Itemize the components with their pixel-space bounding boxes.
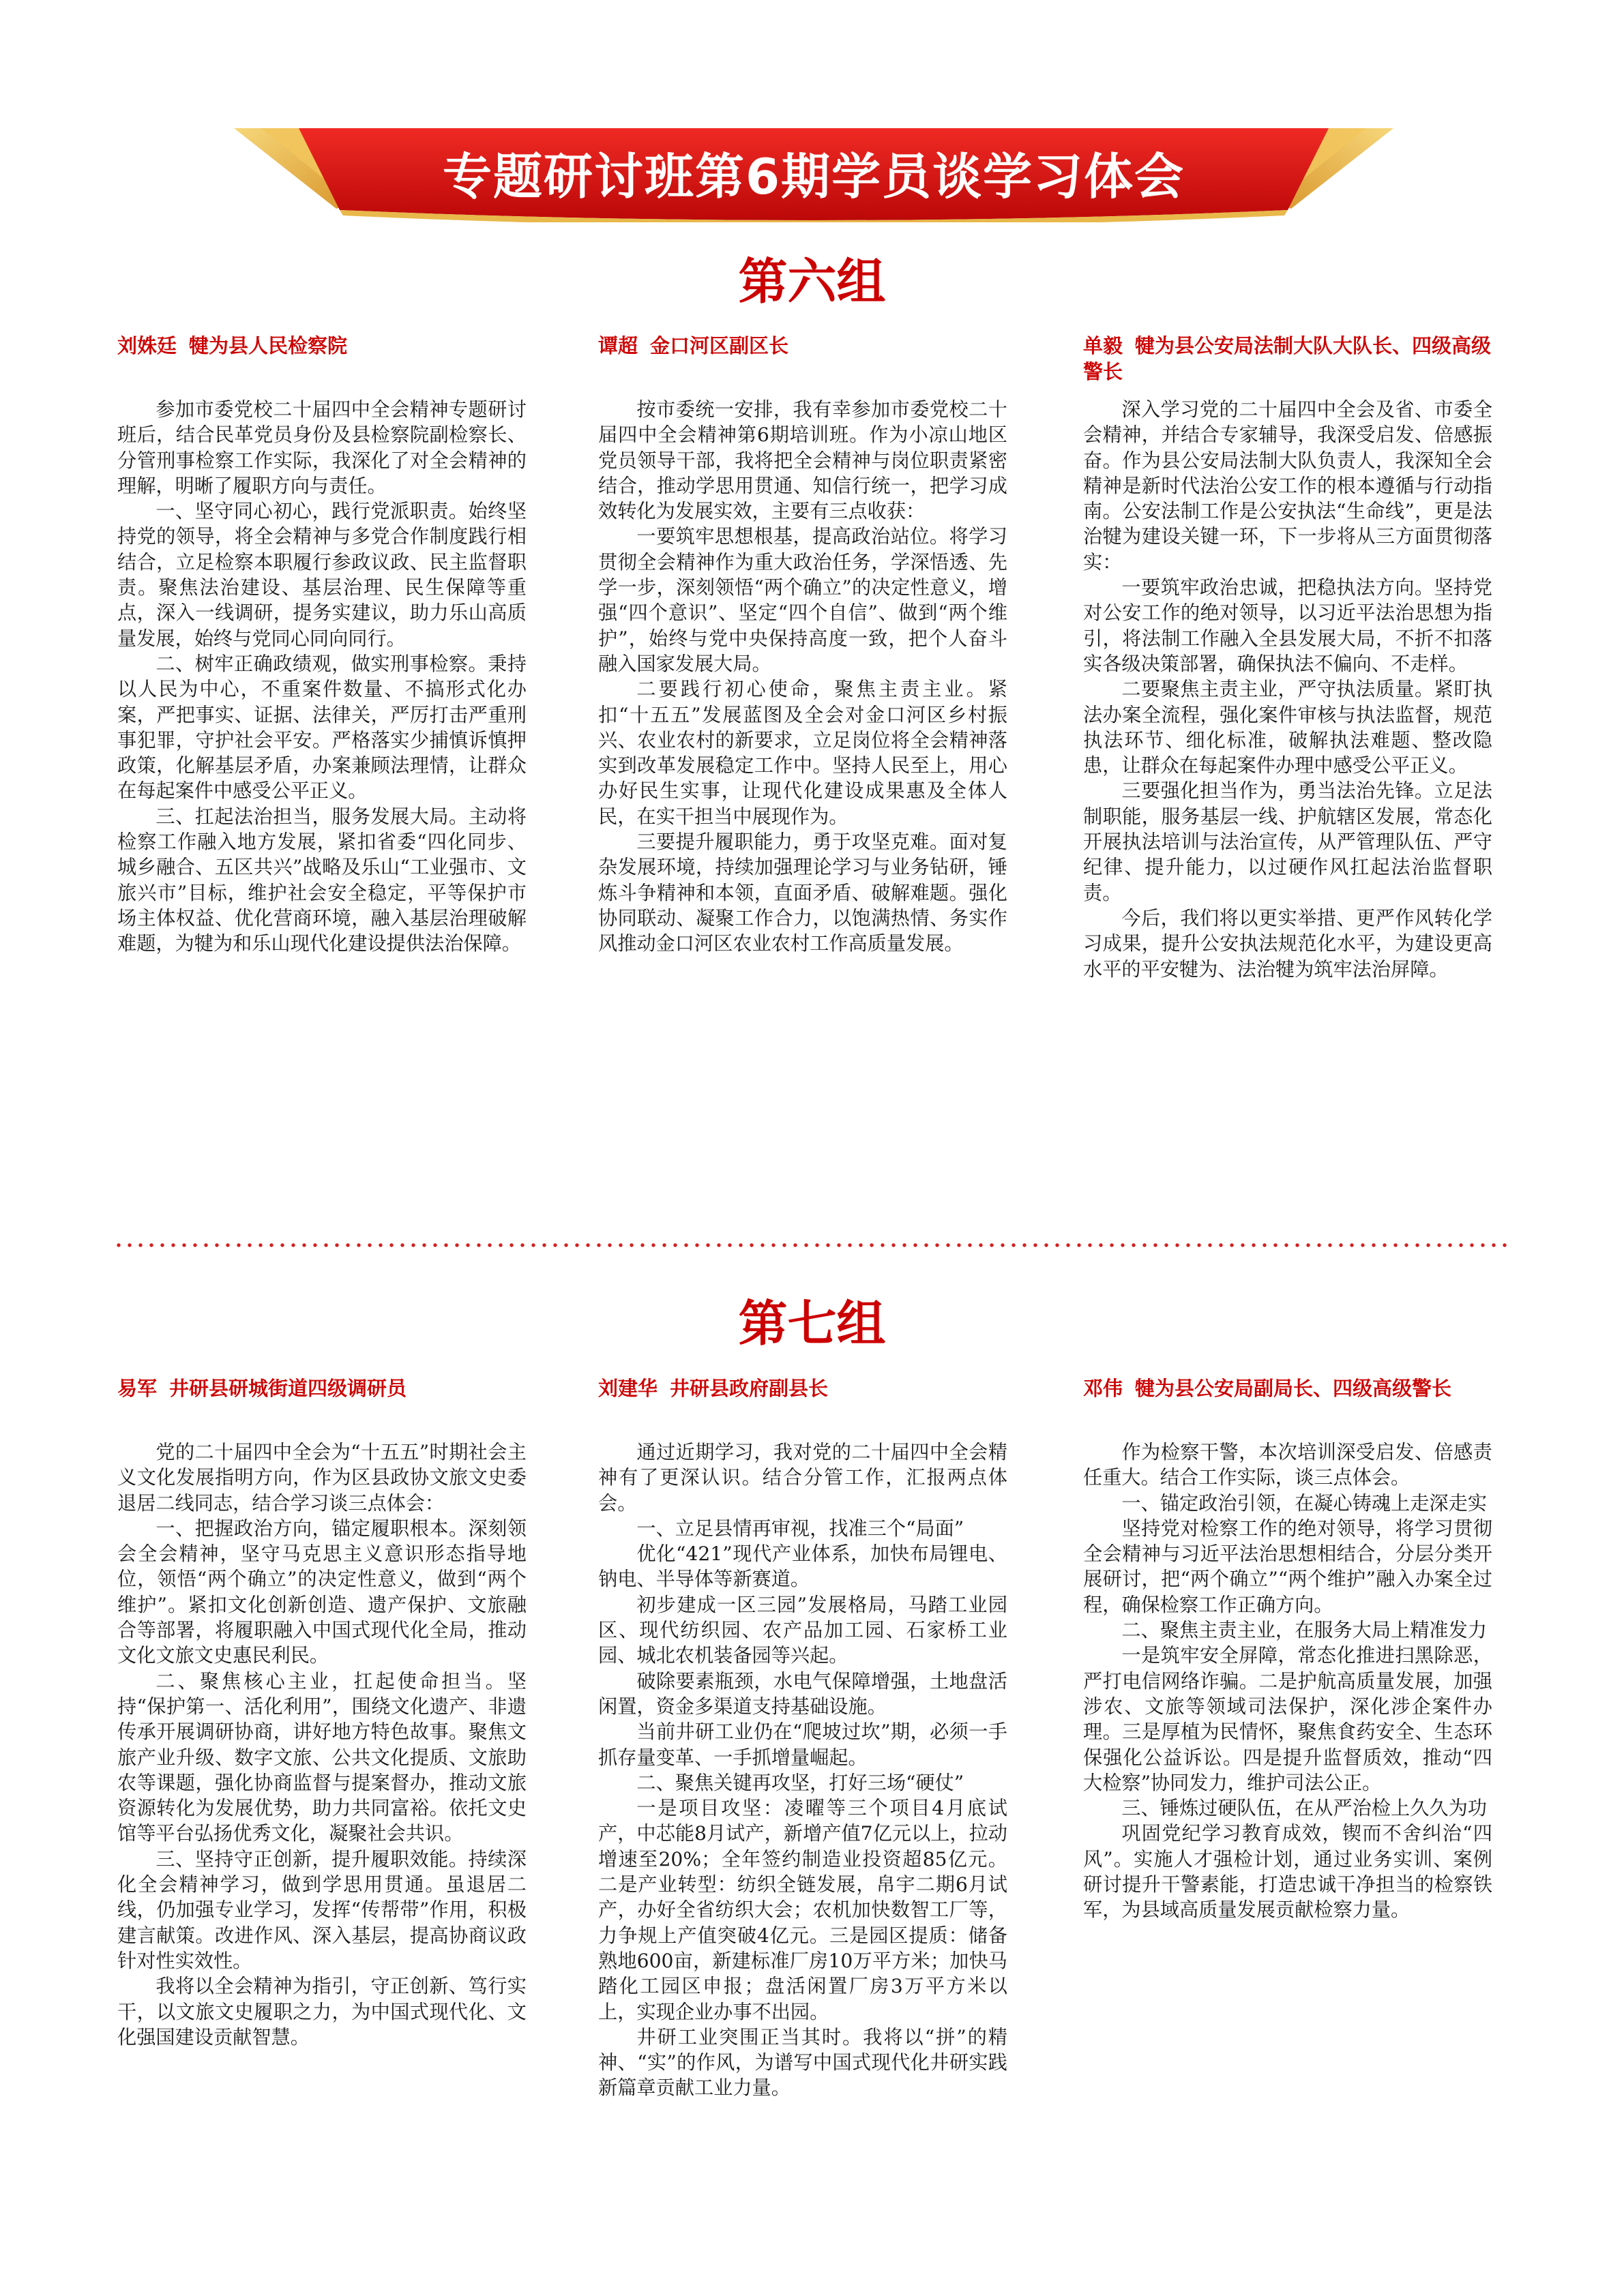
author-name: 刘建华 — [598, 1377, 658, 1400]
paragraph: 作为检察干警，本次培训深受启发、倍感责任重大。结合工作实际，谈三点体会。 — [1083, 1441, 1492, 1489]
paragraph: 破除要素瓶颈，水电气保障增强，土地盘活闲置，资金多渠道支持基础设施。 — [598, 1669, 1007, 1718]
paragraph: 一是项目攻坚：凌曜等三个项目4月底试产，中芯能8月试产，新增产值7亿元以上，拉动增速至20%；全年签约制造业投资超85亿元。二是产业转型：纺织全链发展，帛宇二期6月试产，办好全省纺织大会；农机加快数智工厂等，力争规上产值突破4亿元。三是园区提质：储备熟地600亩，新建标准厂房10万平方米；加快马踏化工园区申报；盘活闲置厂房3万平方米以上，实现企业办事不出园。 — [598, 1797, 1007, 2023]
author-name: 邓伟 — [1083, 1377, 1123, 1400]
author-name: 谭超 — [598, 334, 638, 357]
banner-title: 专题研讨班第6期学员谈学习体会 — [442, 148, 1185, 205]
article-column — [598, 333, 1007, 957]
paragraph: 一、锚定政治引领，在凝心铸魂上走深走实 — [1121, 1491, 1487, 1515]
paragraph: 二、聚焦核心主业，扛起使命担当。坚持“保护第一、活化利用”，围绕文化遗产、非遗传承开展调研协商，讲好地方特色故事。聚焦文旅产业升级、数字文旅、公共文化提质、文旅助农等课题，强化协商监督与提案督办，推动文旅资源转化为发展优势，助力共同富裕。依托文史馆等平台弘扬优秀文化，凝聚社会共识。 — [117, 1669, 527, 1845]
paragraph: 按市委统一安排，我有幸参加市委党校二十届四中全会精神第6期培训班。作为小凉山地区党员领导干部，我将把全会精神与岗位职责紧密结合，推动学思用贯通、知信行统一，把学习成效转化为发展实效，主要有三点收获： — [598, 398, 1007, 523]
paragraph: 二、聚焦关键再攻坚，打好三场“硬仗” — [636, 1771, 964, 1794]
author-byline — [598, 1375, 1007, 1401]
author-byline — [598, 333, 1007, 359]
author-title: 犍为县人民检察院 — [189, 334, 348, 357]
paragraph: 优化“421”现代产业体系，加快布局锂电、钠电、半导体等新赛道。 — [598, 1542, 1007, 1591]
article-body — [117, 397, 527, 957]
paragraph: 一要筑牢政治忠诚，把稳执法方向。坚持党对公安工作的绝对领导，以习近平法治思想为指引，将法制工作融入全县发展大局，不折不扣落实各级决策部署，确保执法不偏向、不走样。 — [1083, 576, 1492, 675]
paragraph: 三、扛起法治担当，服务发展大局。主动将检察工作融入地方发展，紧扣省委“四化同步、城乡融合、五区共兴”战略及乐山“工业强市、文旅兴市”目标，维护社会安全稳定，平等保护市场主体权益、优化营商环境，融入基层治理破解难题，为犍为和乐山现代化建设提供法治保障。 — [117, 805, 527, 955]
section-divider — [113, 1243, 1511, 1247]
paragraph: 当前井研工业仍在“爬坡过坎”期，必须一手抓存量变革、一手抓增量崛起。 — [598, 1720, 1007, 1769]
article-body — [1083, 1440, 1492, 1923]
paragraph: 我将以全会精神为指引，守正创新、笃行实干，以文旅文史履职之力，为中国式现代化、文化强国建设贡献智慧。 — [117, 1975, 527, 2048]
author-name: 易军 — [117, 1377, 158, 1400]
paragraph: 井研工业突围正当其时。我将以“拼”的精神、“实”的作风，为谱写中国式现代化井研实践新篇章贡献工业力量。 — [598, 2025, 1007, 2100]
paragraph: 三要强化担当作为，勇当法治先锋。立足法制职能，服务基层一线、护航辖区发展，常态化开展执法培训与法治宣传，从严管理队伍、严守纪律、提升能力，以过硬作风扛起法治监督职责。 — [1083, 779, 1492, 904]
author-title: 犍为县公安局法制大队大队长、四级高级警长 — [1083, 334, 1492, 383]
paragraph: 一要筑牢思想根基，提高政治站位。将学习贯彻全会精神作为重大政治任务，学深悟透、先学一步，深刻领悟“两个确立”的决定性意义，增强“四个意识”、坚定“四个自信”、做到“两个维护”，始终与党中央保持高度一致，把个人奋斗融入国家发展大局。 — [598, 525, 1007, 675]
article-body — [1083, 397, 1492, 982]
article-column — [1083, 1375, 1492, 1923]
article-column — [1083, 333, 1492, 982]
paragraph: 三要提升履职能力，勇于攻坚克难。面对复杂发展环境，持续加强理论学习与业务钻研，锤炼斗争精神和本领，直面矛盾、破解难题。强化协同联动、凝聚工作合力，以饱满热情、务实作风推动金口河区农业农村工作高质量发展。 — [598, 831, 1007, 955]
article-body — [117, 1440, 527, 2050]
group-heading-six: 第六组 — [738, 252, 886, 310]
paragraph: 三、坚持守正创新，提升履职效能。持续深化全会精神学习，做到学思用贯通。虽退居二线，仍加强专业学习，发挥“传帮带”作用，积极建言献策。改进作风、深入基层，提高协商议政针对性实效性。 — [117, 1847, 527, 1972]
group-heading-seven: 第七组 — [738, 1294, 886, 1352]
paragraph: 一、立足县情再审视，找准三个“局面” — [636, 1517, 964, 1540]
paragraph: 二、树牢正确政绩观，做实刑事检察。秉持以人民为中心，不重案件数量、不搞形式化办案，严把事实、证据、法律关，严厉打击严重刑事犯罪，守护社会平安。严格落实少捕慎诉慎押政策，化解基层矛盾，办案兼顾法理情，让群众在每起案件中感受公平正义。 — [117, 652, 527, 803]
paragraph: 一、把握政治方向，锚定履职根本。深刻领会全会精神，坚守马克思主义意识形态指导地位，领悟“两个确立”的决定性意义，做到“两个维护”。紧扣文化创新创造、遗产保护、文旅融合等部署，将履职融入中国式现代化全局，推动文化文旅文史惠民利民。 — [117, 1517, 527, 1667]
paragraph: 二要聚焦主责主业，严守执法质量。紧盯执法办案全流程，强化案件审核与执法监督，规范执法环节、细化标准，破解执法难题、整改隐患，让群众在每起案件办理中感受公平正义。 — [1083, 678, 1492, 777]
paragraph: 坚持党对检察工作的绝对领导，将学习贯彻全会精神与习近平法治思想相结合，分层分类开展研讨，把“两个确立”“两个维护”融入办案全过程，确保检察工作正确方向。 — [1083, 1517, 1492, 1616]
author-title: 犍为县公安局副局长、四级高级警长 — [1135, 1377, 1452, 1400]
paragraph: 二、聚焦主责主业，在服务大局上精准发力 — [1121, 1619, 1487, 1642]
paragraph: 初步建成一区三园”发展格局，马踏工业园区、现代纺织园、农产品加工园、石家桥工业园、城北农机装备园等兴起。 — [598, 1593, 1007, 1667]
author-byline — [117, 1375, 527, 1401]
author-title: 金口河区副区长 — [650, 334, 789, 357]
title-banner — [234, 128, 1393, 222]
article-column — [598, 1375, 1007, 2101]
author-byline — [1083, 1375, 1492, 1401]
author-byline — [1083, 333, 1492, 385]
article-column — [117, 333, 527, 957]
paragraph: 巩固党纪学习教育成效，锲而不舍纠治“四风”。实施人才强检计划，通过业务实训、案例研讨提升干警素能，打造忠诚干净担当的检察铁军，为县域高质量发展贡献检察力量。 — [1083, 1822, 1492, 1922]
paragraph: 一、坚守同心初心，践行党派职责。始终坚持党的领导，将全会精神与多党合作制度践行相结合，立足检察本职履行参政议政、民主监督职责。聚焦法治建设、基层治理、民生保障等重点，深入一线调研，提务实建议，助力乐山高质量发展，始终与党同心同向同行。 — [117, 500, 527, 650]
paragraph: 三、锤炼过硬队伍，在从严治检上久久为功 — [1121, 1797, 1487, 1820]
article-body — [598, 1440, 1007, 2101]
paragraph: 二要践行初心使命，聚焦主责主业。紧扣“十五五”发展蓝图及全会对金口河区乡村振兴、农业农村的新要求，立足岗位将全会精神落实到改革发展稳定工作中。坚持人民至上，用心办好民生实事，让现代化建设成果惠及全体人民，在实干担当中展现作为。 — [598, 678, 1007, 828]
paragraph: 深入学习党的二十届四中全会及省、市委全会精神，并结合专家辅导，我深受启发、倍感振奋。作为县公安局法制大队负责人，我深知全会精神是新时代法治公安工作的根本遵循与行动指南。公安法制工作是公安执法“生命线”，更是法治犍为建设关键一环，下一步将从三方面贯彻落实： — [1083, 398, 1492, 573]
paragraph: 今后，我们将以更实举措、更严作风转化学习成果，提升公安执法规范化水平，为建设更高水平的平安犍为、法治犍为筑牢法治屏障。 — [1083, 906, 1492, 981]
author-name: 单毅 — [1083, 334, 1123, 357]
paragraph: 一是筑牢安全屏障，常态化推进扫黑除恶，严打电信网络诈骗。二是护航高质量发展，加强涉农、文旅等领域司法保护，深化涉企案件办理。三是厚植为民情怀，聚焦食药安全、生态环保强化公益诉讼。四是提升监督质效，推动“四大检察”协同发力，维护司法公正。 — [1083, 1644, 1492, 1794]
author-title: 井研县政府副县长 — [670, 1377, 829, 1400]
article-column — [117, 1375, 527, 2050]
paragraph: 党的二十届四中全会为“十五五”时期社会主义文化发展指明方向，作为区县政协文旅文史委退居二线同志，结合学习谈三点体会： — [117, 1441, 527, 1515]
article-body — [598, 397, 1007, 957]
author-name: 刘姝廷 — [117, 334, 177, 357]
paragraph: 参加市委党校二十届四中全会精神专题研讨班后，结合民革党员身份及县检察院副检察长、分管刑事检察工作实际，我深化了对全会精神的理解，明晰了履职方向与责任。 — [117, 398, 527, 497]
author-title: 井研县研城街道四级调研员 — [169, 1377, 407, 1400]
paragraph: 通过近期学习，我对党的二十届四中全会精神有了更深认识。结合分管工作，汇报两点体会。 — [598, 1441, 1007, 1515]
author-byline — [117, 333, 527, 359]
